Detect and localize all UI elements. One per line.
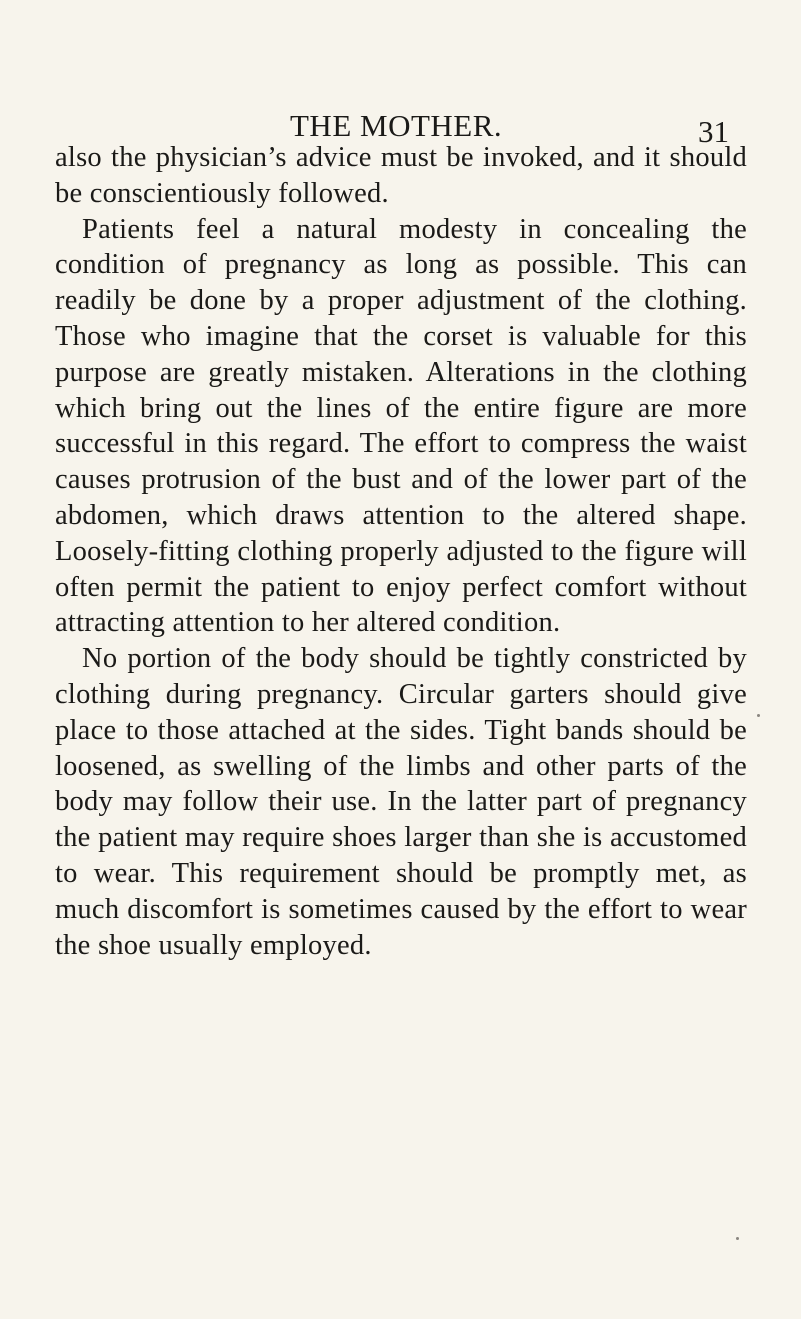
paragraph-constriction: No portion of the body should be tightly constricted by clothing during pregnancy. Circular garters should give place to those attached at the sides. Tight bands should be loosened, as swelling of the limbs and other parts of the body may follow their use. In the latter part of pregnancy the patient may require shoes larger than she is accustomed to wear. This requirement should be promptly met, as much discomfort is sometimes caused by the effort to wear the shoe usually employed.	[55, 643, 747, 961]
body-text	[55, 140, 747, 963]
page-number: 31	[698, 114, 729, 149]
running-head-title: THE MOTHER.	[290, 108, 503, 143]
margin-speck	[757, 714, 760, 717]
margin-speck	[736, 1237, 739, 1240]
paragraph-modesty: Patients feel a natural modesty in concealing the condition of pregnancy as long as possible. This can readily be done by a proper adjustment of the clothing. Those who imagine that the corset is valuable for this purpose are greatly mistaken. Alterations in the clothing which bring out the lines of the entire figure are more successful in this regard. The effort to compress the waist causes protrusion of the bust and of the lower part of the abdomen, which draws attention to the altered shape. Loosely-fitting clothing properly adjusted to the figure will often permit the patient to enjoy perfect comfort without attracting attention to her altered condition.	[55, 213, 747, 639]
paragraph-continuation: also the physician’s advice must be invoked, and it should be conscientiously followed.	[55, 142, 747, 209]
